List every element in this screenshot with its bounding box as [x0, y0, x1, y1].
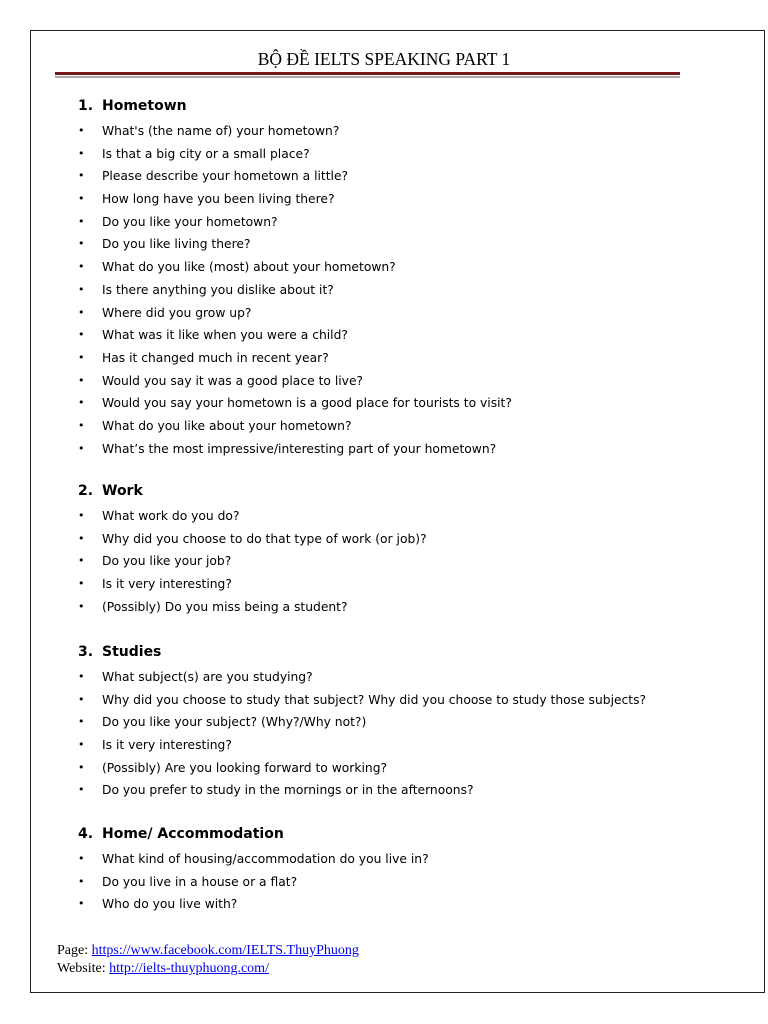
section-heading	[78, 644, 758, 666]
bullet-icon: •	[78, 124, 85, 137]
list-item: • Do you like living there?	[78, 233, 758, 256]
bullet-icon: •	[78, 260, 85, 274]
footer-page-line	[57, 942, 359, 960]
bullet-icon: •	[78, 783, 85, 797]
list-item: • How long have you been living there?	[78, 188, 758, 211]
list-item: • Please describe your hometown a little?	[78, 165, 758, 188]
list-item: • Is it very interesting?	[78, 573, 758, 596]
list-item: • Who do you live with?	[78, 893, 758, 916]
list-item: • What do you like about your hometown?	[78, 415, 758, 438]
bullet-icon: •	[78, 852, 85, 865]
bullet-icon: •	[78, 670, 85, 683]
list-item: • Do you prefer to study in the mornings or in the afternoons?	[78, 779, 758, 802]
list-item: • Is there anything you dislike about it?	[78, 279, 758, 302]
section-hometown	[78, 98, 758, 460]
list-item: • Is that a big city or a small place?	[78, 143, 758, 166]
bullet-icon: •	[78, 760, 85, 774]
bullet-icon: •	[78, 531, 85, 545]
list-item: • What work do you do?	[78, 505, 758, 528]
title-rule-light	[55, 76, 680, 78]
bullet-icon: •	[78, 328, 85, 342]
section-title: Work	[102, 483, 143, 499]
question-list	[78, 666, 758, 802]
website-link[interactable]: http://ielts-thuyphuong.com/	[109, 961, 269, 976]
section-heading	[78, 826, 758, 848]
bullet-icon: •	[78, 373, 85, 387]
list-item: • Where did you grow up?	[78, 302, 758, 325]
bullet-icon: •	[78, 441, 85, 455]
question-list	[78, 848, 758, 916]
facebook-page-link[interactable]: https://www.facebook.com/IELTS.ThuyPhuong	[91, 943, 359, 958]
bullet-icon: •	[78, 396, 85, 410]
bullet-icon: •	[78, 237, 85, 251]
section-number: 4.	[78, 826, 94, 842]
list-item: • What kind of housing/accommodation do you live in?	[78, 848, 758, 871]
list-item: • Do you like your job?	[78, 550, 758, 573]
section-studies	[78, 644, 758, 802]
page-title: BỘ ĐỀ IELTS SPEAKING PART 1	[257, 49, 511, 69]
list-item: • Why did you choose to do that type of work (or job)?	[78, 528, 758, 551]
section-heading	[78, 98, 758, 120]
bullet-icon: •	[78, 509, 85, 522]
bullet-icon: •	[78, 577, 85, 591]
list-item: • What’s the most impressive/interesting part of your hometown?	[78, 438, 758, 461]
bullet-icon: •	[78, 305, 85, 319]
bullet-icon: •	[78, 692, 85, 706]
list-item: • Do you live in a house or a flat?	[78, 871, 758, 894]
section-number: 2.	[78, 483, 94, 499]
list-item: • What do you like (most) about your hometown?	[78, 256, 758, 279]
list-item: • Would you say your hometown is a good place for tourists to visit?	[78, 392, 758, 415]
bullet-icon: •	[78, 146, 85, 160]
section-heading	[78, 483, 758, 505]
section-work	[78, 483, 758, 618]
bullet-icon: •	[78, 169, 85, 183]
section-title: Home/ Accommodation	[102, 826, 284, 842]
title-rule-dark	[55, 72, 680, 75]
bullet-icon: •	[78, 418, 85, 432]
list-item: • Has it changed much in recent year?	[78, 347, 758, 370]
section-number: 3.	[78, 644, 94, 660]
list-item: • What subject(s) are you studying?	[78, 666, 758, 689]
bullet-icon: •	[78, 214, 85, 228]
list-item: • Do you like your hometown?	[78, 211, 758, 234]
bullet-icon: •	[78, 874, 85, 888]
question-list	[78, 505, 758, 618]
bullet-icon: •	[78, 599, 85, 613]
bullet-icon: •	[78, 350, 85, 364]
list-item: • What was it like when you were a child?	[78, 324, 758, 347]
list-item: • (Possibly) Do you miss being a student?	[78, 596, 758, 619]
list-item: • What's (the name of) your hometown?	[78, 120, 758, 143]
section-title: Hometown	[102, 98, 187, 114]
footer-website-line	[57, 960, 359, 978]
bullet-icon: •	[78, 282, 85, 296]
bullet-icon: •	[78, 897, 85, 911]
section-title: Studies	[102, 644, 162, 660]
list-item: • Would you say it was a good place to live?	[78, 370, 758, 393]
bullet-icon: •	[78, 715, 85, 729]
footer-page-label: Page:	[57, 943, 89, 958]
bullet-icon: •	[78, 554, 85, 568]
footer-website-label: Website:	[57, 961, 106, 976]
page-footer	[57, 942, 359, 978]
list-item: • Why did you choose to study that subject? Why did you choose to study those subjects?	[78, 689, 758, 712]
list-item: • (Possibly) Are you looking forward to working?	[78, 757, 758, 780]
list-item: • Is it very interesting?	[78, 734, 758, 757]
list-item: • Do you like your subject? (Why?/Why not?)	[78, 711, 758, 734]
section-home-accommodation	[78, 826, 758, 916]
bullet-icon: •	[78, 192, 85, 206]
section-number: 1.	[78, 98, 94, 114]
bullet-icon: •	[78, 738, 85, 752]
question-list	[78, 120, 758, 460]
